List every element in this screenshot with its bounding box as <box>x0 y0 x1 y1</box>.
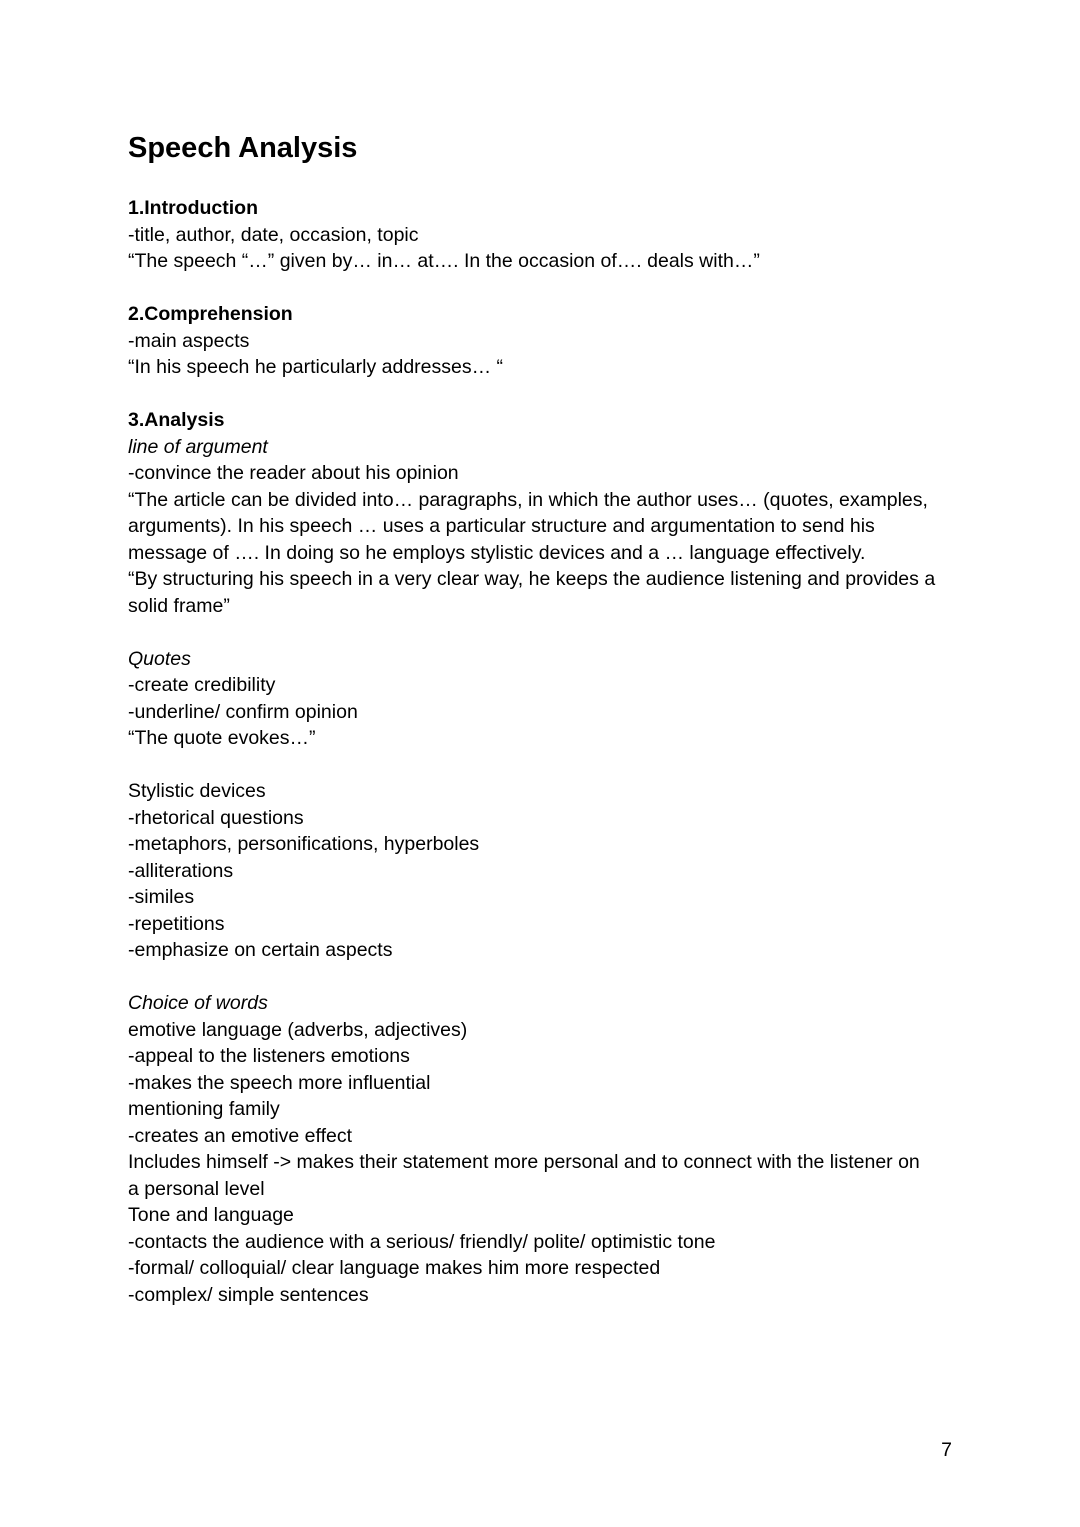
line-of-argument-subheading: line of argument <box>128 435 268 458</box>
choice-of-words-item: emotive language (adverbs, adjectives) <box>128 1018 468 1041</box>
choice-of-words-item: mentioning family <box>128 1098 280 1120</box>
choice-of-words-item: Tone and language <box>128 1204 294 1226</box>
choice-of-words-item: Includes himself -> makes their statement more personal and to connect with the listener on <box>128 1151 920 1173</box>
choice-of-words-subheading: Choice of words <box>128 992 268 1014</box>
page-title: Speech Analysis <box>128 132 358 164</box>
comprehension-heading: 2.Comprehension <box>128 303 293 325</box>
stylistic-device-item: -alliterations <box>128 859 234 882</box>
spacer <box>128 964 968 991</box>
quotes-point: -create credibility <box>128 674 276 696</box>
stylistic-devices-subheading: Stylistic devices <box>128 780 266 802</box>
stylistic-device-item: -repetitions <box>128 912 225 935</box>
line-of-argument-template: message of …. In doing so he employs stylistic devices and a … language effectively. <box>128 541 866 564</box>
line-of-argument-point: -convince the reader about his opinion <box>128 462 459 484</box>
quotes-template: “The quote evokes…” <box>128 727 316 749</box>
spacer <box>128 619 968 646</box>
choice-of-words-item: -complex/ simple sentences <box>128 1283 369 1306</box>
line-of-argument-template: “By structuring his speech in a very clear way, he keeps the audience listening and provides a <box>128 568 936 590</box>
quotes-point: -underline/ confirm opinion <box>128 700 358 723</box>
analysis-heading: 3.Analysis <box>128 409 225 431</box>
choice-of-words-item: -contacts the audience with a serious/ friendly/ polite/ optimistic tone <box>128 1230 716 1253</box>
spacer <box>128 381 968 408</box>
choice-of-words-item: a personal level <box>128 1177 265 1200</box>
stylistic-device-item: -emphasize on certain aspects <box>128 939 393 961</box>
spacer <box>128 275 968 302</box>
introduction-heading: 1.Introduction <box>128 197 258 219</box>
choice-of-words-item: -makes the speech more influential <box>128 1071 431 1094</box>
line-of-argument-template: solid frame” <box>128 594 230 617</box>
page-number: 7 <box>941 1439 952 1461</box>
line-of-argument-template: arguments). In his speech … uses a particular structure and argumentation to send his <box>128 515 875 537</box>
stylistic-device-item: -rhetorical questions <box>128 806 304 829</box>
introduction-line: -title, author, date, occasion, topic <box>128 223 419 246</box>
quotes-subheading: Quotes <box>128 647 191 670</box>
choice-of-words-item: -creates an emotive effect <box>128 1124 353 1147</box>
stylistic-device-item: -metaphors, personifications, hyperboles <box>128 833 480 855</box>
choice-of-words-item: -appeal to the listeners emotions <box>128 1045 410 1067</box>
document-body <box>128 195 968 1308</box>
comprehension-line: -main aspects <box>128 329 250 352</box>
introduction-template: “The speech “…” given by… in… at…. In the occasion of…. deals with…” <box>128 250 760 272</box>
choice-of-words-item: -formal/ colloquial/ clear language makes him more respected <box>128 1257 661 1279</box>
comprehension-template: “In his speech he particularly addresses… “ <box>128 356 504 378</box>
spacer <box>128 752 968 779</box>
line-of-argument-template: “The article can be divided into… paragraphs, in which the author uses… (quotes, examples, <box>128 488 928 511</box>
stylistic-device-item: -similes <box>128 886 195 908</box>
